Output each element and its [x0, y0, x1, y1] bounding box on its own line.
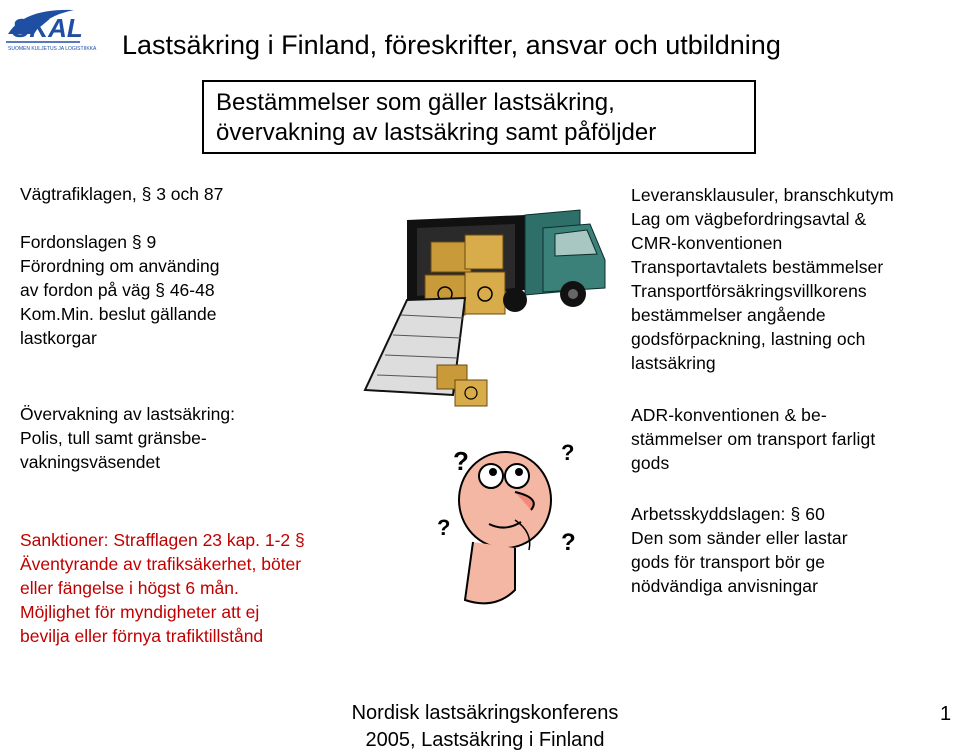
subtitle-line-1: Bestämmelser som gäller lastsäkring,	[216, 89, 615, 116]
contract-line: Leveransklausuler, branschkutym	[631, 185, 894, 205]
svg-text:?: ?	[561, 529, 576, 556]
footer	[300, 700, 670, 754]
law-line: Vägtrafiklagen, § 3 och 87	[20, 184, 224, 204]
contract-line: lastsäkring	[631, 353, 716, 373]
law-line: Kom.Min. beslut gällande	[20, 304, 217, 324]
contracts-block	[631, 183, 894, 375]
contract-line: CMR-konventionen	[631, 233, 783, 253]
law-line: Förordning om använding	[20, 256, 220, 276]
svg-text:?: ?	[453, 446, 469, 476]
adr-line: gods	[631, 453, 670, 473]
contract-line: godsförpackning, lastning och	[631, 329, 866, 349]
law-line: Fordonslagen § 9	[20, 232, 157, 252]
truck-and-thinking-man-illustration	[365, 180, 620, 640]
sanction-line: Äventyrande av trafiksäkerhet, böter	[20, 554, 302, 574]
monitoring-line: vakningsväsendet	[20, 452, 161, 472]
adr-line: stämmelser om transport farligt	[631, 429, 876, 449]
monitoring-block	[20, 402, 235, 474]
skal-logo	[4, 4, 97, 56]
law-line	[20, 206, 223, 230]
law-line: av fordon på väg § 46-48	[20, 280, 215, 300]
laws-block	[20, 182, 223, 350]
sanction-line: Sanktioner: Strafflagen 23 kap. 1-2 §	[20, 530, 305, 550]
page-number: 1	[940, 703, 952, 725]
subtitle-box	[202, 80, 756, 154]
contract-line: Transportavtalets bestämmelser	[631, 257, 884, 277]
subtitle-line-2: övervakning av lastsäkring samt påföljder	[216, 119, 657, 146]
monitoring-line: Polis, tull samt gränsbe-	[20, 428, 207, 448]
svg-text:?: ?	[437, 515, 451, 540]
adr-line: ADR-konventionen & be-	[631, 405, 827, 425]
monitoring-line: Övervakning av lastsäkring:	[20, 404, 235, 424]
adr-block	[631, 403, 875, 475]
contract-line: Lag om vägbefordringsavtal &	[631, 209, 867, 229]
svg-text:?: ?	[561, 440, 575, 465]
work-safety-line: Arbetsskyddslagen: § 60	[631, 504, 825, 524]
law-line: lastkorgar	[20, 328, 97, 348]
footer-line-2: 2005, Lastsäkring i Finland	[365, 729, 605, 751]
contract-line: Transportförsäkringsvillkorens	[631, 281, 867, 301]
sanction-line: Möjlighet för myndigheter att ej	[20, 602, 260, 622]
work-safety-line: nödvändiga anvisningar	[631, 576, 819, 596]
svg-text:SUOMEN KULJETUS JA LOGISTIIKKA: SUOMEN KULJETUS JA LOGISTIIKKA	[8, 46, 97, 52]
work-safety-line: gods för transport bör ge	[631, 552, 826, 572]
sanction-line: eller fängelse i högst 6 mån.	[20, 578, 239, 598]
svg-text:SKAL: SKAL	[12, 13, 83, 43]
page-title: Lastsäkring i Finland, föreskrifter, ansvar och utbildning	[122, 30, 781, 60]
contract-line: bestämmelser angående	[631, 305, 826, 325]
sanctions-block	[20, 528, 305, 648]
work-safety-line: Den som sänder eller lastar	[631, 528, 848, 548]
work-safety-block	[631, 502, 848, 598]
sanction-line: bevilja eller förnya trafiktillstånd	[20, 626, 264, 646]
footer-line-1: Nordisk lastsäkringskonferens	[351, 702, 619, 724]
